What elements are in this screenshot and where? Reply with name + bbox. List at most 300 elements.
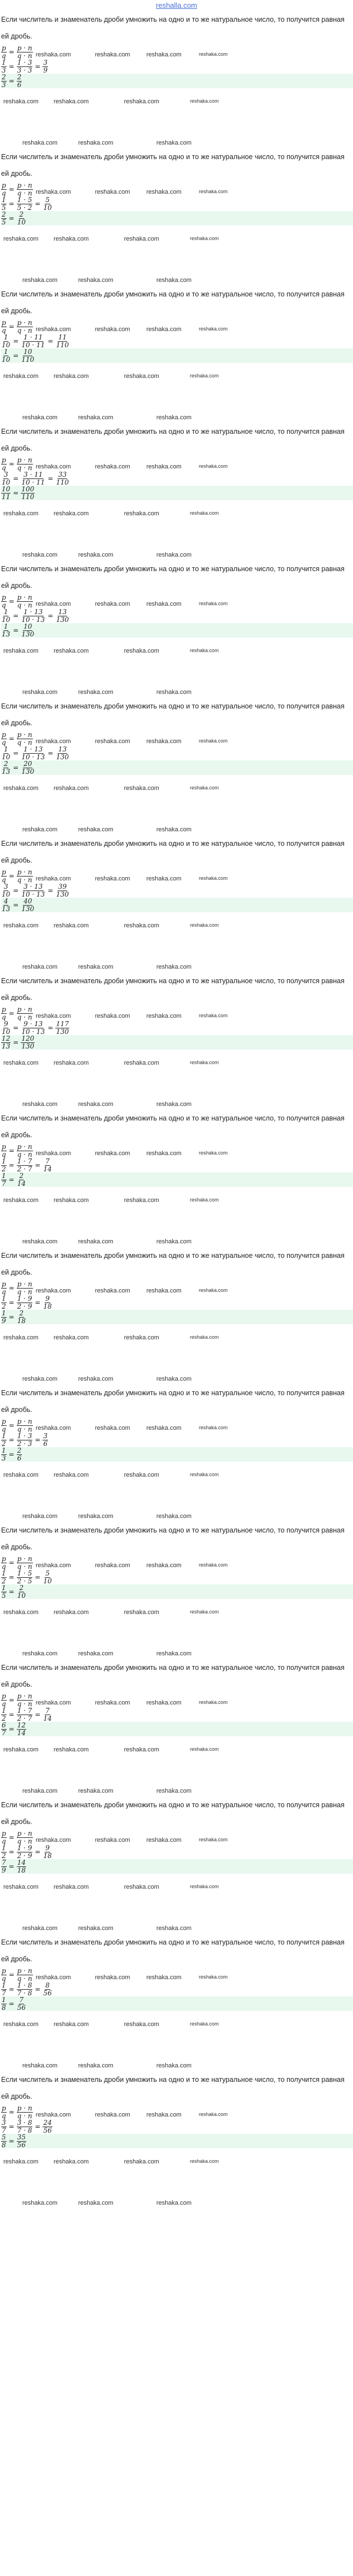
watermark: reshaka.com <box>36 1425 71 1431</box>
solution-block <box>0 698 353 835</box>
watermark: reshaka.com <box>199 1287 228 1293</box>
fraction-original: $\frac{1}{10}$ <box>2 347 11 363</box>
watermark: reshaka.com <box>54 1884 89 1890</box>
step-row-highlight: $\frac{6}{7}$ = $\frac{12}{14}$ <box>1 1722 353 1736</box>
watermark: reshaka.com <box>3 2021 39 2028</box>
watermark: reshaka.com <box>22 1650 58 1657</box>
fraction-general: $\frac{p}{q}$ <box>2 318 6 334</box>
watermark: reshaka.com <box>36 1837 71 1844</box>
watermark: reshaka.com <box>78 277 113 284</box>
fraction-original: $\frac{1}{8}$ <box>2 1995 6 2012</box>
fraction-general-multiplied: $\frac{p \cdot n}{q \cdot n}$ <box>17 730 32 746</box>
solution-math <box>0 1281 353 1324</box>
fraction-original: $\frac{1}{5}$ <box>2 1583 6 1600</box>
formula-row: $\frac{p}{q}$ = $\frac{p \cdot n}{q \cdot n}$ <box>2 593 32 609</box>
fraction-original: $\frac{6}{7}$ <box>2 1721 6 1737</box>
fraction-original: $\frac{4}{13}$ <box>2 897 11 913</box>
step-row-highlight: $\frac{1}{7}$ = $\frac{2}{14}$ <box>1 1172 353 1187</box>
step-row-highlight: $\frac{2}{13}$ = $\frac{20}{130}$ <box>1 760 353 775</box>
watermark: reshaka.com <box>156 1788 192 1794</box>
site-header[interactable] <box>0 0 353 11</box>
watermark: reshaka.com <box>22 2062 58 2069</box>
watermark: reshaka.com <box>22 1925 58 1932</box>
fraction-original: $\frac{1}{13}$ <box>2 622 11 638</box>
step-row-highlight: $\frac{5}{8}$ = $\frac{35}{56}$ <box>1 2134 353 2148</box>
formula-row: $\frac{p}{q}$ = $\frac{p \cdot n}{q \cdot n}$ <box>2 44 32 60</box>
solution-math <box>0 594 353 638</box>
watermark: reshaka.com <box>199 189 228 194</box>
watermark: reshaka.com <box>124 373 159 380</box>
watermark: reshaka.com <box>95 1150 130 1157</box>
fraction-original: $\frac{2}{3}$ <box>2 73 6 89</box>
fraction-general-multiplied: $\frac{p \cdot n}{q \cdot n}$ <box>17 2104 32 2120</box>
solution-block <box>0 149 353 286</box>
watermark: reshaka.com <box>146 1013 182 1019</box>
watermark: reshaka.com <box>156 1650 192 1657</box>
fraction-general: $\frac{p}{q}$ <box>2 2104 6 2120</box>
watermark: reshaka.com <box>146 1974 182 1981</box>
step-row: $\frac{1}{2}$ = $\frac{1 \cdot 9}{2 \cdot 9}$ = $\frac{9}{18}$ <box>2 1294 52 1310</box>
step-row-highlight: $\frac{1}{10}$ = $\frac{10}{110}$ <box>1 348 353 363</box>
watermark: reshaka.com <box>190 2021 219 2027</box>
fraction-result: $\frac{2}{10}$ <box>17 1583 26 1600</box>
watermark: reshaka.com <box>146 51 182 58</box>
watermark: reshaka.com <box>36 51 71 58</box>
watermark: reshaka.com <box>190 98 219 104</box>
formula-row: $\frac{p}{q}$ = $\frac{p \cdot n}{q \cdot n}$ <box>2 1142 32 1158</box>
fraction-general-multiplied: $\frac{p \cdot n}{q \cdot n}$ <box>17 1417 32 1433</box>
fraction-original: $\frac{5}{8}$ <box>2 2133 6 2149</box>
watermark: reshaka.com <box>78 2062 113 2069</box>
fraction-original: $\frac{1}{3}$ <box>2 1446 6 1462</box>
solution-math <box>0 1006 353 1050</box>
fraction-general: $\frac{p}{q}$ <box>2 730 6 746</box>
rule-text: Если числитель и знаменатель дроби умножить на одно и то же натуральное число, то получится равная ей дробь. <box>1 1114 345 1139</box>
formula-row: $\frac{p}{q}$ = $\frac{p \cdot n}{q \cdot n}$ <box>2 1554 32 1571</box>
watermark: reshaka.com <box>124 2021 159 2028</box>
watermark: reshaka.com <box>124 1060 159 1066</box>
fraction-result: $\frac{13}{130}$ <box>56 607 69 624</box>
watermark: reshaka.com <box>54 1609 89 1616</box>
formula-row: $\frac{p}{q}$ = $\frac{p \cdot n}{q \cdot n}$ <box>2 2104 32 2120</box>
solution-block <box>0 11 353 149</box>
watermark: reshaka.com <box>3 1060 39 1066</box>
fraction-multiplied: $\frac{1 \cdot 11}{10 \cdot 11}$ <box>21 333 45 349</box>
solution-block <box>0 1797 353 1934</box>
fraction-general-multiplied: $\frac{p \cdot n}{q \cdot n}$ <box>17 1554 32 1571</box>
solution-block <box>0 2071 353 2209</box>
fraction-multiplied: $\frac{1 \cdot 13}{10 \cdot 13}$ <box>21 607 45 624</box>
step-row-highlight: $\frac{2}{5}$ = $\frac{2}{10}$ <box>1 211 353 226</box>
fraction-general: $\frac{p}{q}$ <box>2 593 6 609</box>
watermark: reshaka.com <box>95 1699 130 1706</box>
watermark: reshaka.com <box>95 2111 130 2118</box>
fraction-multiplied: $\frac{1 \cdot 9}{2 \cdot 9}$ <box>17 1294 32 1310</box>
watermark: reshaka.com <box>124 1884 159 1890</box>
watermark: reshaka.com <box>124 1746 159 1753</box>
watermark: reshaka.com <box>190 1746 219 1752</box>
fraction-original: $\frac{3}{7}$ <box>2 2118 6 2134</box>
solution-math <box>0 1830 353 1874</box>
watermark: reshaka.com <box>146 1150 182 1157</box>
fraction-result: $\frac{7}{14}$ <box>43 1706 52 1722</box>
step-row-highlight: $\frac{1}{9}$ = $\frac{2}{18}$ <box>1 1310 353 1324</box>
watermark: reshaka.com <box>78 1925 113 1932</box>
watermark: reshaka.com <box>124 785 159 792</box>
watermark: reshaka.com <box>78 1513 113 1520</box>
step-row: $\frac{1}{2}$ = $\frac{1 \cdot 5}{2 \cdot 5}$ = $\frac{5}{10}$ <box>2 1569 52 1585</box>
step-row: $\frac{3}{7}$ = $\frac{3 \cdot 8}{7 \cdot 8}$ = $\frac{24}{56}$ <box>2 2118 52 2134</box>
fraction-original: $\frac{1}{2}$ <box>2 1706 6 1722</box>
watermark: reshaka.com <box>3 98 39 105</box>
fraction-result: $\frac{14}{18}$ <box>17 1858 26 1874</box>
watermark: reshaka.com <box>199 1699 228 1705</box>
formula-row: $\frac{p}{q}$ = $\frac{p \cdot n}{q \cdot n}$ <box>2 456 32 472</box>
fraction-general-multiplied: $\frac{p \cdot n}{q \cdot n}$ <box>17 1005 32 1021</box>
fraction-multiplied: $\frac{1 \cdot 3}{2 \cdot 3}$ <box>17 1431 32 1448</box>
watermark: reshaka.com <box>54 1334 89 1341</box>
watermark: reshaka.com <box>22 964 58 970</box>
watermark: reshaka.com <box>146 326 182 333</box>
watermark: reshaka.com <box>3 922 39 929</box>
watermark: reshaka.com <box>146 2111 182 2118</box>
watermark: reshaka.com <box>95 1425 130 1431</box>
fraction-general: $\frac{p}{q}$ <box>2 1280 6 1296</box>
formula-row: $\frac{p}{q}$ = $\frac{p \cdot n}{q \cdot n}$ <box>2 730 32 746</box>
solution-math <box>0 1143 353 1187</box>
fraction-original: $\frac{1}{3}$ <box>2 58 6 74</box>
rule-text: Если числитель и знаменатель дроби умножить на одно и то же натуральное число, то получится равная ей дробь. <box>1 2076 345 2100</box>
watermark: reshaka.com <box>3 785 39 792</box>
watermark: reshaka.com <box>124 1472 159 1478</box>
solution-math <box>0 182 353 226</box>
watermark: reshaka.com <box>124 922 159 929</box>
step-row: $\frac{1}{10}$ = $\frac{1 \cdot 11}{10 \cdot 11}$ = $\frac{11}{110}$ <box>2 333 69 349</box>
fraction-result: $\frac{11}{110}$ <box>56 333 69 349</box>
watermark: reshaka.com <box>95 738 130 745</box>
watermark: reshaka.com <box>22 689 58 696</box>
formula-row: $\frac{p}{q}$ = $\frac{p \cdot n}{q \cdot n}$ <box>2 1280 32 1296</box>
fraction-result: $\frac{2}{6}$ <box>17 73 22 89</box>
fraction-result: $\frac{2}{18}$ <box>17 1309 26 1325</box>
fraction-result: $\frac{39}{130}$ <box>56 882 69 898</box>
watermark: reshaka.com <box>124 2158 159 2165</box>
fraction-general-multiplied: $\frac{p \cdot n}{q \cdot n}$ <box>17 1966 32 1983</box>
fraction-general: $\frac{p}{q}$ <box>2 1142 6 1158</box>
solution-block <box>0 835 353 973</box>
fraction-original: $\frac{1}{9}$ <box>2 1309 6 1325</box>
watermark: reshaka.com <box>78 414 113 421</box>
step-row: $\frac{1}{10}$ = $\frac{1 \cdot 13}{10 \cdot 13}$ = $\frac{13}{130}$ <box>2 745 69 761</box>
fraction-result: $\frac{7}{14}$ <box>43 1157 52 1173</box>
watermark: reshaka.com <box>156 2200 192 2206</box>
watermark: reshaka.com <box>190 1197 219 1203</box>
fraction-original: $\frac{1}{10}$ <box>2 745 11 761</box>
step-row: $\frac{1}{3}$ = $\frac{1 \cdot 3}{3 \cdot 3}$ = $\frac{3}{9}$ <box>2 58 48 74</box>
fraction-general: $\frac{p}{q}$ <box>2 456 6 472</box>
watermark: reshaka.com <box>95 601 130 607</box>
solution-block <box>0 1247 353 1385</box>
fraction-result: $\frac{117}{130}$ <box>56 1019 69 1036</box>
fraction-result: $\frac{12}{14}$ <box>17 1721 26 1737</box>
watermark: reshaka.com <box>199 738 228 744</box>
watermark: reshaka.com <box>54 648 89 654</box>
solution-math <box>0 1967 353 2011</box>
formula-row: $\frac{p}{q}$ = $\frac{p \cdot n}{q \cdot n}$ <box>2 868 32 884</box>
watermark: reshaka.com <box>54 1197 89 1204</box>
rule-text: Если числитель и знаменатель дроби умножить на одно и то же натуральное число, то получится равная ей дробь. <box>1 840 345 864</box>
watermark: reshaka.com <box>36 1287 71 1294</box>
fraction-original: $\frac{12}{13}$ <box>2 1034 11 1050</box>
rule-text: Если числитель и знаменатель дроби умножить на одно и то же натуральное число, то получится равная ей дробь. <box>1 1252 345 1276</box>
watermark: reshaka.com <box>54 785 89 792</box>
fraction-original: $\frac{2}{13}$ <box>2 759 11 775</box>
step-row: $\frac{1}{10}$ = $\frac{1 \cdot 13}{10 \cdot 13}$ = $\frac{13}{130}$ <box>2 607 69 624</box>
formula-row: $\frac{p}{q}$ = $\frac{p \cdot n}{q \cdot n}$ <box>2 1417 32 1433</box>
watermark: reshaka.com <box>199 1013 228 1018</box>
solution-block <box>0 1659 353 1797</box>
watermark: reshaka.com <box>199 463 228 469</box>
watermark: reshaka.com <box>95 1837 130 1844</box>
fraction-original: $\frac{1}{2}$ <box>2 1157 6 1173</box>
solution-block <box>0 973 353 1110</box>
fraction-result: $\frac{10}{130}$ <box>21 622 35 638</box>
fraction-result: $\frac{10}{110}$ <box>21 347 35 363</box>
watermark: reshaka.com <box>156 964 192 970</box>
rule-text: Если числитель и знаменатель дроби умножить на одно и то же натуральное число, то получится равная ей дробь. <box>1 1938 345 1963</box>
rule-text: Если числитель и знаменатель дроби умножить на одно и то же натуральное число, то получится равная ей дробь. <box>1 1664 345 1688</box>
fraction-multiplied: $\frac{3 \cdot 8}{7 \cdot 8}$ <box>17 2118 32 2134</box>
watermark: reshaka.com <box>95 1287 130 1294</box>
watermark: reshaka.com <box>3 510 39 517</box>
step-row-highlight: $\frac{10}{11}$ = $\frac{100}{110}$ <box>1 486 353 500</box>
watermark: reshaka.com <box>78 140 113 146</box>
watermark: reshaka.com <box>199 326 228 332</box>
solution-math <box>0 319 353 363</box>
watermark: reshaka.com <box>78 1101 113 1108</box>
watermark: reshaka.com <box>190 236 219 241</box>
watermark: reshaka.com <box>190 785 219 791</box>
step-row-highlight: $\frac{1}{5}$ = $\frac{2}{10}$ <box>1 1584 353 1599</box>
watermark: reshaka.com <box>156 140 192 146</box>
watermark: reshaka.com <box>124 236 159 242</box>
step-row: $\frac{3}{10}$ = $\frac{3 \cdot 13}{10 \cdot 13}$ = $\frac{39}{130}$ <box>2 882 69 898</box>
watermark: reshaka.com <box>190 648 219 653</box>
watermark: reshaka.com <box>199 1425 228 1430</box>
solution-block <box>0 1934 353 2071</box>
watermark: reshaka.com <box>199 51 228 57</box>
solution-block <box>0 286 353 423</box>
watermark: reshaka.com <box>36 738 71 745</box>
step-row-highlight: $\frac{1}{13}$ = $\frac{10}{130}$ <box>1 623 353 638</box>
watermark: reshaka.com <box>78 1376 113 1382</box>
fraction-general-multiplied: $\frac{p \cdot n}{q \cdot n}$ <box>17 1692 32 1708</box>
watermark: reshaka.com <box>95 1013 130 1019</box>
watermark: reshaka.com <box>199 1974 228 1980</box>
solution-math <box>0 1693 353 1736</box>
watermark: reshaka.com <box>156 1925 192 1932</box>
watermark: reshaka.com <box>199 1150 228 1156</box>
watermark: reshaka.com <box>190 1609 219 1615</box>
watermark: reshaka.com <box>190 1472 219 1477</box>
solution-math <box>0 869 353 912</box>
fraction-result: $\frac{8}{56}$ <box>43 1981 52 1997</box>
watermark: reshaka.com <box>156 414 192 421</box>
fraction-general: $\frac{p}{q}$ <box>2 44 6 60</box>
step-row: $\frac{1}{2}$ = $\frac{1 \cdot 3}{2 \cdot 3}$ = $\frac{3}{6}$ <box>2 1431 48 1448</box>
solution-math <box>0 731 353 775</box>
rule-text: Если числитель и знаменатель дроби умножить на одно и то же натуральное число, то получится равная ей дробь. <box>1 1526 345 1551</box>
watermark: reshaka.com <box>199 875 228 881</box>
watermark: reshaka.com <box>199 1837 228 1842</box>
watermark: reshaka.com <box>156 689 192 696</box>
fraction-multiplied: $\frac{1 \cdot 7}{2 \cdot 7}$ <box>17 1706 32 1722</box>
watermark: reshaka.com <box>54 1472 89 1478</box>
watermark: reshaka.com <box>156 1376 192 1382</box>
fraction-original: $\frac{1}{2}$ <box>2 1569 6 1585</box>
watermark: reshaka.com <box>54 98 89 105</box>
fraction-result: $\frac{120}{130}$ <box>21 1034 35 1050</box>
fraction-result: $\frac{33}{110}$ <box>56 470 69 486</box>
fraction-original: $\frac{1}{2}$ <box>2 1844 6 1860</box>
watermark: reshaka.com <box>146 875 182 882</box>
watermark: reshaka.com <box>124 98 159 105</box>
fraction-multiplied: $\frac{1 \cdot 3}{3 \cdot 3}$ <box>17 58 32 74</box>
watermark: reshaka.com <box>36 463 71 470</box>
fraction-result: $\frac{2}{14}$ <box>17 1171 26 1188</box>
fraction-multiplied: $\frac{1 \cdot 13}{10 \cdot 13}$ <box>21 745 45 761</box>
watermark: reshaka.com <box>22 826 58 833</box>
step-row: $\frac{1}{2}$ = $\frac{1 \cdot 9}{2 \cdot 9}$ = $\frac{9}{18}$ <box>2 1844 52 1860</box>
watermark: reshaka.com <box>146 1699 182 1706</box>
watermark: reshaka.com <box>54 2021 89 2028</box>
rule-text: Если числитель и знаменатель дроби умножить на одно и то же натуральное число, то получится равная ей дробь. <box>1 290 345 315</box>
solution-math <box>0 1418 353 1462</box>
step-row: $\frac{3}{10}$ = $\frac{3 \cdot 11}{10 \cdot 11}$ = $\frac{33}{110}$ <box>2 470 69 486</box>
watermark: reshaka.com <box>3 1472 39 1478</box>
fraction-original: $\frac{2}{5}$ <box>2 210 6 226</box>
watermark: reshaka.com <box>146 189 182 195</box>
rule-text: Если числитель и знаменатель дроби умножить на одно и то же натуральное число, то получится равная ей дробь. <box>1 565 345 590</box>
watermark: reshaka.com <box>156 1513 192 1520</box>
fraction-general: $\frac{p}{q}$ <box>2 1417 6 1433</box>
formula-row: $\frac{p}{q}$ = $\frac{p \cdot n}{q \cdot n}$ <box>2 1829 32 1845</box>
watermark: reshaka.com <box>3 1334 39 1341</box>
fraction-original: $\frac{7}{9}$ <box>2 1858 6 1874</box>
watermark: reshaka.com <box>3 373 39 380</box>
fraction-original: $\frac{1}{7}$ <box>2 1171 6 1188</box>
rule-text: Если числитель и знаменатель дроби умножить на одно и то же натуральное число, то получится равная ей дробь. <box>1 702 345 727</box>
site-link[interactable]: reshalla.com <box>156 1 197 9</box>
watermark: reshaka.com <box>95 463 130 470</box>
step-row-highlight: $\frac{1}{3}$ = $\frac{2}{6}$ <box>1 1447 353 1462</box>
watermark: reshaka.com <box>78 1788 113 1794</box>
fraction-result: $\frac{2}{10}$ <box>17 210 26 226</box>
fraction-general: $\frac{p}{q}$ <box>2 1966 6 1983</box>
watermark: reshaka.com <box>78 1238 113 1245</box>
rule-text: Если числитель и знаменатель дроби умножить на одно и то же натуральное число, то получится равная ей дробь. <box>1 1801 345 1826</box>
step-row-highlight: $\frac{1}{8}$ = $\frac{7}{56}$ <box>1 1996 353 2011</box>
fraction-result: $\frac{9}{18}$ <box>43 1294 52 1310</box>
watermark: reshaka.com <box>36 1150 71 1157</box>
step-row: $\frac{1}{7}$ = $\frac{1 \cdot 8}{7 \cdot 8}$ = $\frac{8}{56}$ <box>2 1981 52 1997</box>
watermark: reshaka.com <box>54 922 89 929</box>
watermark: reshaka.com <box>156 2062 192 2069</box>
formula-row: $\frac{p}{q}$ = $\frac{p \cdot n}{q \cdot n}$ <box>2 1005 32 1021</box>
solution-math <box>0 1555 353 1599</box>
fraction-general-multiplied: $\frac{p \cdot n}{q \cdot n}$ <box>17 181 32 197</box>
step-row: $\frac{9}{10}$ = $\frac{9 \cdot 13}{10 \cdot 13}$ = $\frac{117}{130}$ <box>2 1019 69 1036</box>
fraction-result: $\frac{20}{130}$ <box>21 759 35 775</box>
fraction-multiplied: $\frac{1 \cdot 7}{2 \cdot 7}$ <box>17 1157 32 1173</box>
fraction-result: $\frac{3}{9}$ <box>43 58 48 74</box>
watermark: reshaka.com <box>95 51 130 58</box>
fraction-original: $\frac{3}{10}$ <box>2 882 11 898</box>
rule-text: Если числитель и знаменатель дроби умножить на одно и то же натуральное число, то получится равная ей дробь. <box>1 153 345 178</box>
fraction-original: $\frac{9}{10}$ <box>2 1019 11 1036</box>
watermark: reshaka.com <box>22 1238 58 1245</box>
fraction-multiplied: $\frac{1 \cdot 5}{5 \cdot 2}$ <box>17 195 32 212</box>
watermark: reshaka.com <box>190 1334 219 1340</box>
fraction-original: $\frac{1}{10}$ <box>2 333 11 349</box>
watermark: reshaka.com <box>190 373 219 379</box>
solution-math <box>0 457 353 500</box>
watermark: reshaka.com <box>146 1562 182 1569</box>
watermark: reshaka.com <box>146 601 182 607</box>
watermark: reshaka.com <box>54 236 89 242</box>
fraction-result: $\frac{100}{110}$ <box>21 485 35 501</box>
watermark: reshaka.com <box>146 1425 182 1431</box>
fraction-result: $\frac{24}{56}$ <box>43 2118 52 2134</box>
fraction-general: $\frac{p}{q}$ <box>2 1692 6 1708</box>
watermark: reshaka.com <box>95 1974 130 1981</box>
step-row-highlight: $\frac{2}{3}$ = $\frac{2}{6}$ <box>1 74 353 88</box>
fraction-multiplied: $\frac{1 \cdot 9}{2 \cdot 9}$ <box>17 1844 32 1860</box>
fraction-general-multiplied: $\frac{p \cdot n}{q \cdot n}$ <box>17 1829 32 1845</box>
watermark: reshaka.com <box>36 601 71 607</box>
fraction-general-multiplied: $\frac{p \cdot n}{q \cdot n}$ <box>17 1142 32 1158</box>
fraction-result: $\frac{9}{18}$ <box>43 1844 52 1860</box>
watermark: reshaka.com <box>36 1013 71 1019</box>
solution-block <box>0 1522 353 1659</box>
fraction-general: $\frac{p}{q}$ <box>2 1829 6 1845</box>
watermark: reshaka.com <box>95 326 130 333</box>
watermark: reshaka.com <box>3 1609 39 1616</box>
fraction-general-multiplied: $\frac{p \cdot n}{q \cdot n}$ <box>17 456 32 472</box>
rule-text: Если числитель и знаменатель дроби умножить на одно и то же натуральное число, то получится равная ей дробь. <box>1 428 345 452</box>
rule-text: Если числитель и знаменатель дроби умножить на одно и то же натуральное число, то получится равная ей дробь. <box>1 977 345 1002</box>
solutions-list <box>0 11 353 2209</box>
watermark: reshaka.com <box>36 189 71 195</box>
fraction-general-multiplied: $\frac{p \cdot n}{q \cdot n}$ <box>17 868 32 884</box>
watermark: reshaka.com <box>3 2158 39 2165</box>
fraction-original: $\frac{1}{10}$ <box>2 607 11 624</box>
watermark: reshaka.com <box>78 552 113 558</box>
fraction-general-multiplied: $\frac{p \cdot n}{q \cdot n}$ <box>17 318 32 334</box>
fraction-result: $\frac{13}{130}$ <box>56 745 69 761</box>
watermark: reshaka.com <box>54 373 89 380</box>
fraction-general: $\frac{p}{q}$ <box>2 181 6 197</box>
fraction-general: $\frac{p}{q}$ <box>2 868 6 884</box>
watermark: reshaka.com <box>146 463 182 470</box>
watermark: reshaka.com <box>78 2200 113 2206</box>
fraction-result: $\frac{40}{130}$ <box>21 897 35 913</box>
watermark: reshaka.com <box>22 1513 58 1520</box>
fraction-general: $\frac{p}{q}$ <box>2 1554 6 1571</box>
watermark: reshaka.com <box>22 2200 58 2206</box>
step-row: $\frac{1}{2}$ = $\frac{1 \cdot 7}{2 \cdot 7}$ = $\frac{7}{14}$ <box>2 1157 52 1173</box>
watermark: reshaka.com <box>146 738 182 745</box>
